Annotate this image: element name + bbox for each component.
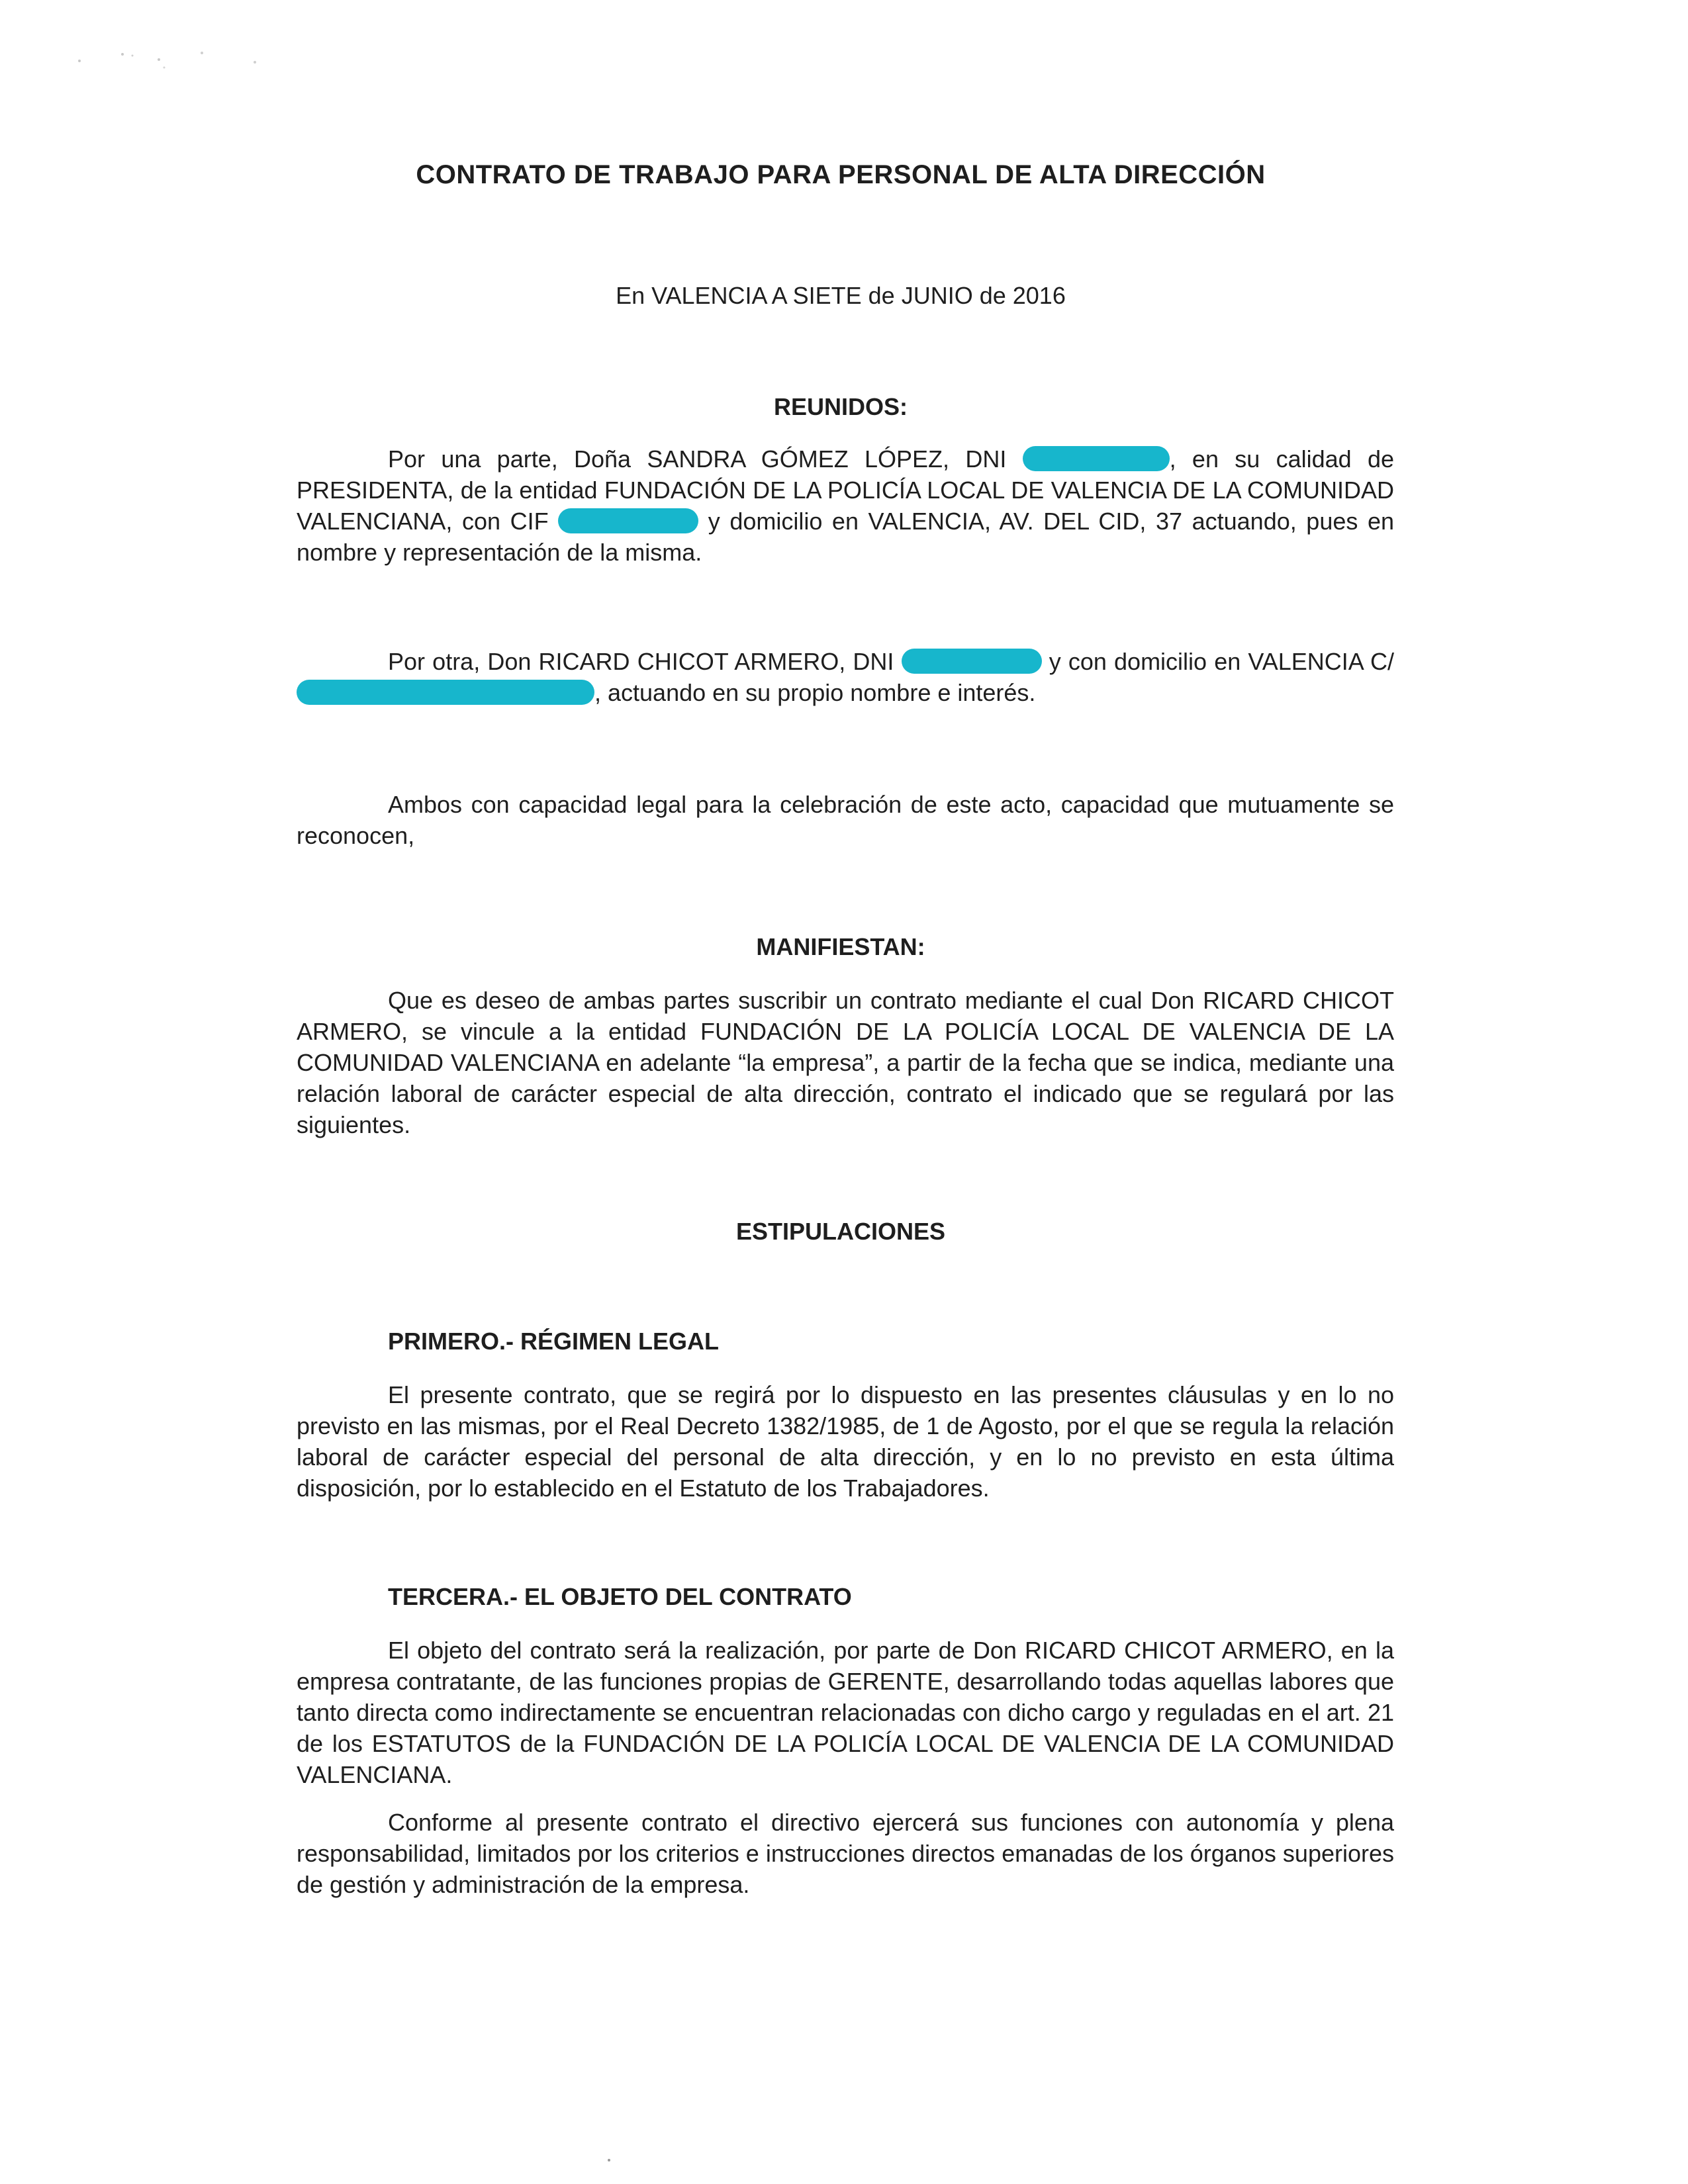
second-party-text-a: Por otra, Don RICARD CHICOT ARMERO, DNI xyxy=(388,648,894,675)
place-and-date: En VALENCIA A SIETE de JUNIO de 2016 xyxy=(616,282,1066,309)
first-party-text-a: Por una parte, Doña SANDRA GÓMEZ LÓPEZ, DNI xyxy=(388,445,1007,473)
redaction-address xyxy=(297,680,594,705)
paragraph-autonomia: Conforme al presente contrato el directivo ejercerá sus funciones con autonomía y plena responsabilidad, limitados por los criterios e instrucciones directos emanadas de los órganos superiores de gestión y administración de la empresa. xyxy=(297,1809,1394,1898)
second-party-text-b: y con domicilio en VALENCIA C/ xyxy=(1049,648,1394,675)
redaction-cif xyxy=(558,508,698,533)
heading-manifiestan: MANIFIESTAN: xyxy=(756,933,925,960)
redaction-dni-first-party xyxy=(1023,446,1170,471)
paragraph-manifiestan: Que es deseo de ambas partes suscribir un contrato mediante el cual Don RICARD CHICOT ARMERO, se vincule a la entidad FUNDACIÓN DE LA POLICÍA LOCAL DE VALENCIA DE LA COMUNIDAD VALENCIANA en adelante “la empresa”, a partir de la fecha que se indica, mediante una relación laboral de carácter especial de alta dirección, contrato el indicado que se regulará por las siguientes. xyxy=(297,987,1394,1138)
document-title: CONTRATO DE TRABAJO PARA PERSONAL DE ALTA DIRECCIÓN xyxy=(416,160,1266,189)
scan-specks xyxy=(66,46,265,86)
paragraph-objeto-contrato: El objeto del contrato será la realización, por parte de Don RICARD CHICOT ARMERO, en la empresa contratante, de las funciones propias de GERENTE, desarrollando todas aquellas labores que tanto directa como indirectamente se encuentran relacionadas con dicho cargo y reguladas en el art. 21 de los ESTATUTOS de la FUNDACIÓN DE LA POLICÍA LOCAL DE VALENCIA DE LA COMUNIDAD VALENCIANA. xyxy=(297,1637,1394,1788)
heading-reunidos: REUNIDOS: xyxy=(773,393,908,420)
paragraph-second-party xyxy=(297,646,1394,708)
paragraph-regimen-legal: El presente contrato, que se regirá por lo dispuesto en las presentes cláusulas y en lo no previsto en las mismas, por el Real Decreto 1382/1985, de 1 de Agosto, por el que se regula la relación laboral de carácter especial del personal de alta dirección, y en lo no previsto en esta última disposición, por lo establecido en el Estatuto de los Trabajadores. xyxy=(297,1381,1394,1502)
scan-speck-bottom xyxy=(608,2159,610,2161)
clause-heading-tercera: TERCERA.- EL OBJETO DEL CONTRATO xyxy=(388,1583,852,1610)
clause-heading-primero: PRIMERO.- RÉGIMEN LEGAL xyxy=(388,1328,720,1355)
paragraph-capacity: Ambos con capacidad legal para la celebración de este acto, capacidad que mutuamente se reconocen, xyxy=(297,791,1394,849)
first-party-text-c: y domicilio en VALENCIA, AV. DEL CID, 37 actuando, pues en nombre y representación de la misma. xyxy=(297,508,1394,566)
heading-estipulaciones: ESTIPULACIONES xyxy=(735,1218,946,1245)
first-party-text-b: , en su calidad de PRESIDENTA, de la entidad FUNDACIÓN DE LA POLICÍA LOCAL DE VALENCIA DE LA COMUNIDAD VALENCIANA, con CIF xyxy=(297,445,1394,535)
second-party-text-c: , actuando en su propio nombre e interés. xyxy=(594,679,1036,706)
paragraph-first-party xyxy=(297,443,1394,568)
redaction-dni-second-party xyxy=(902,649,1042,674)
